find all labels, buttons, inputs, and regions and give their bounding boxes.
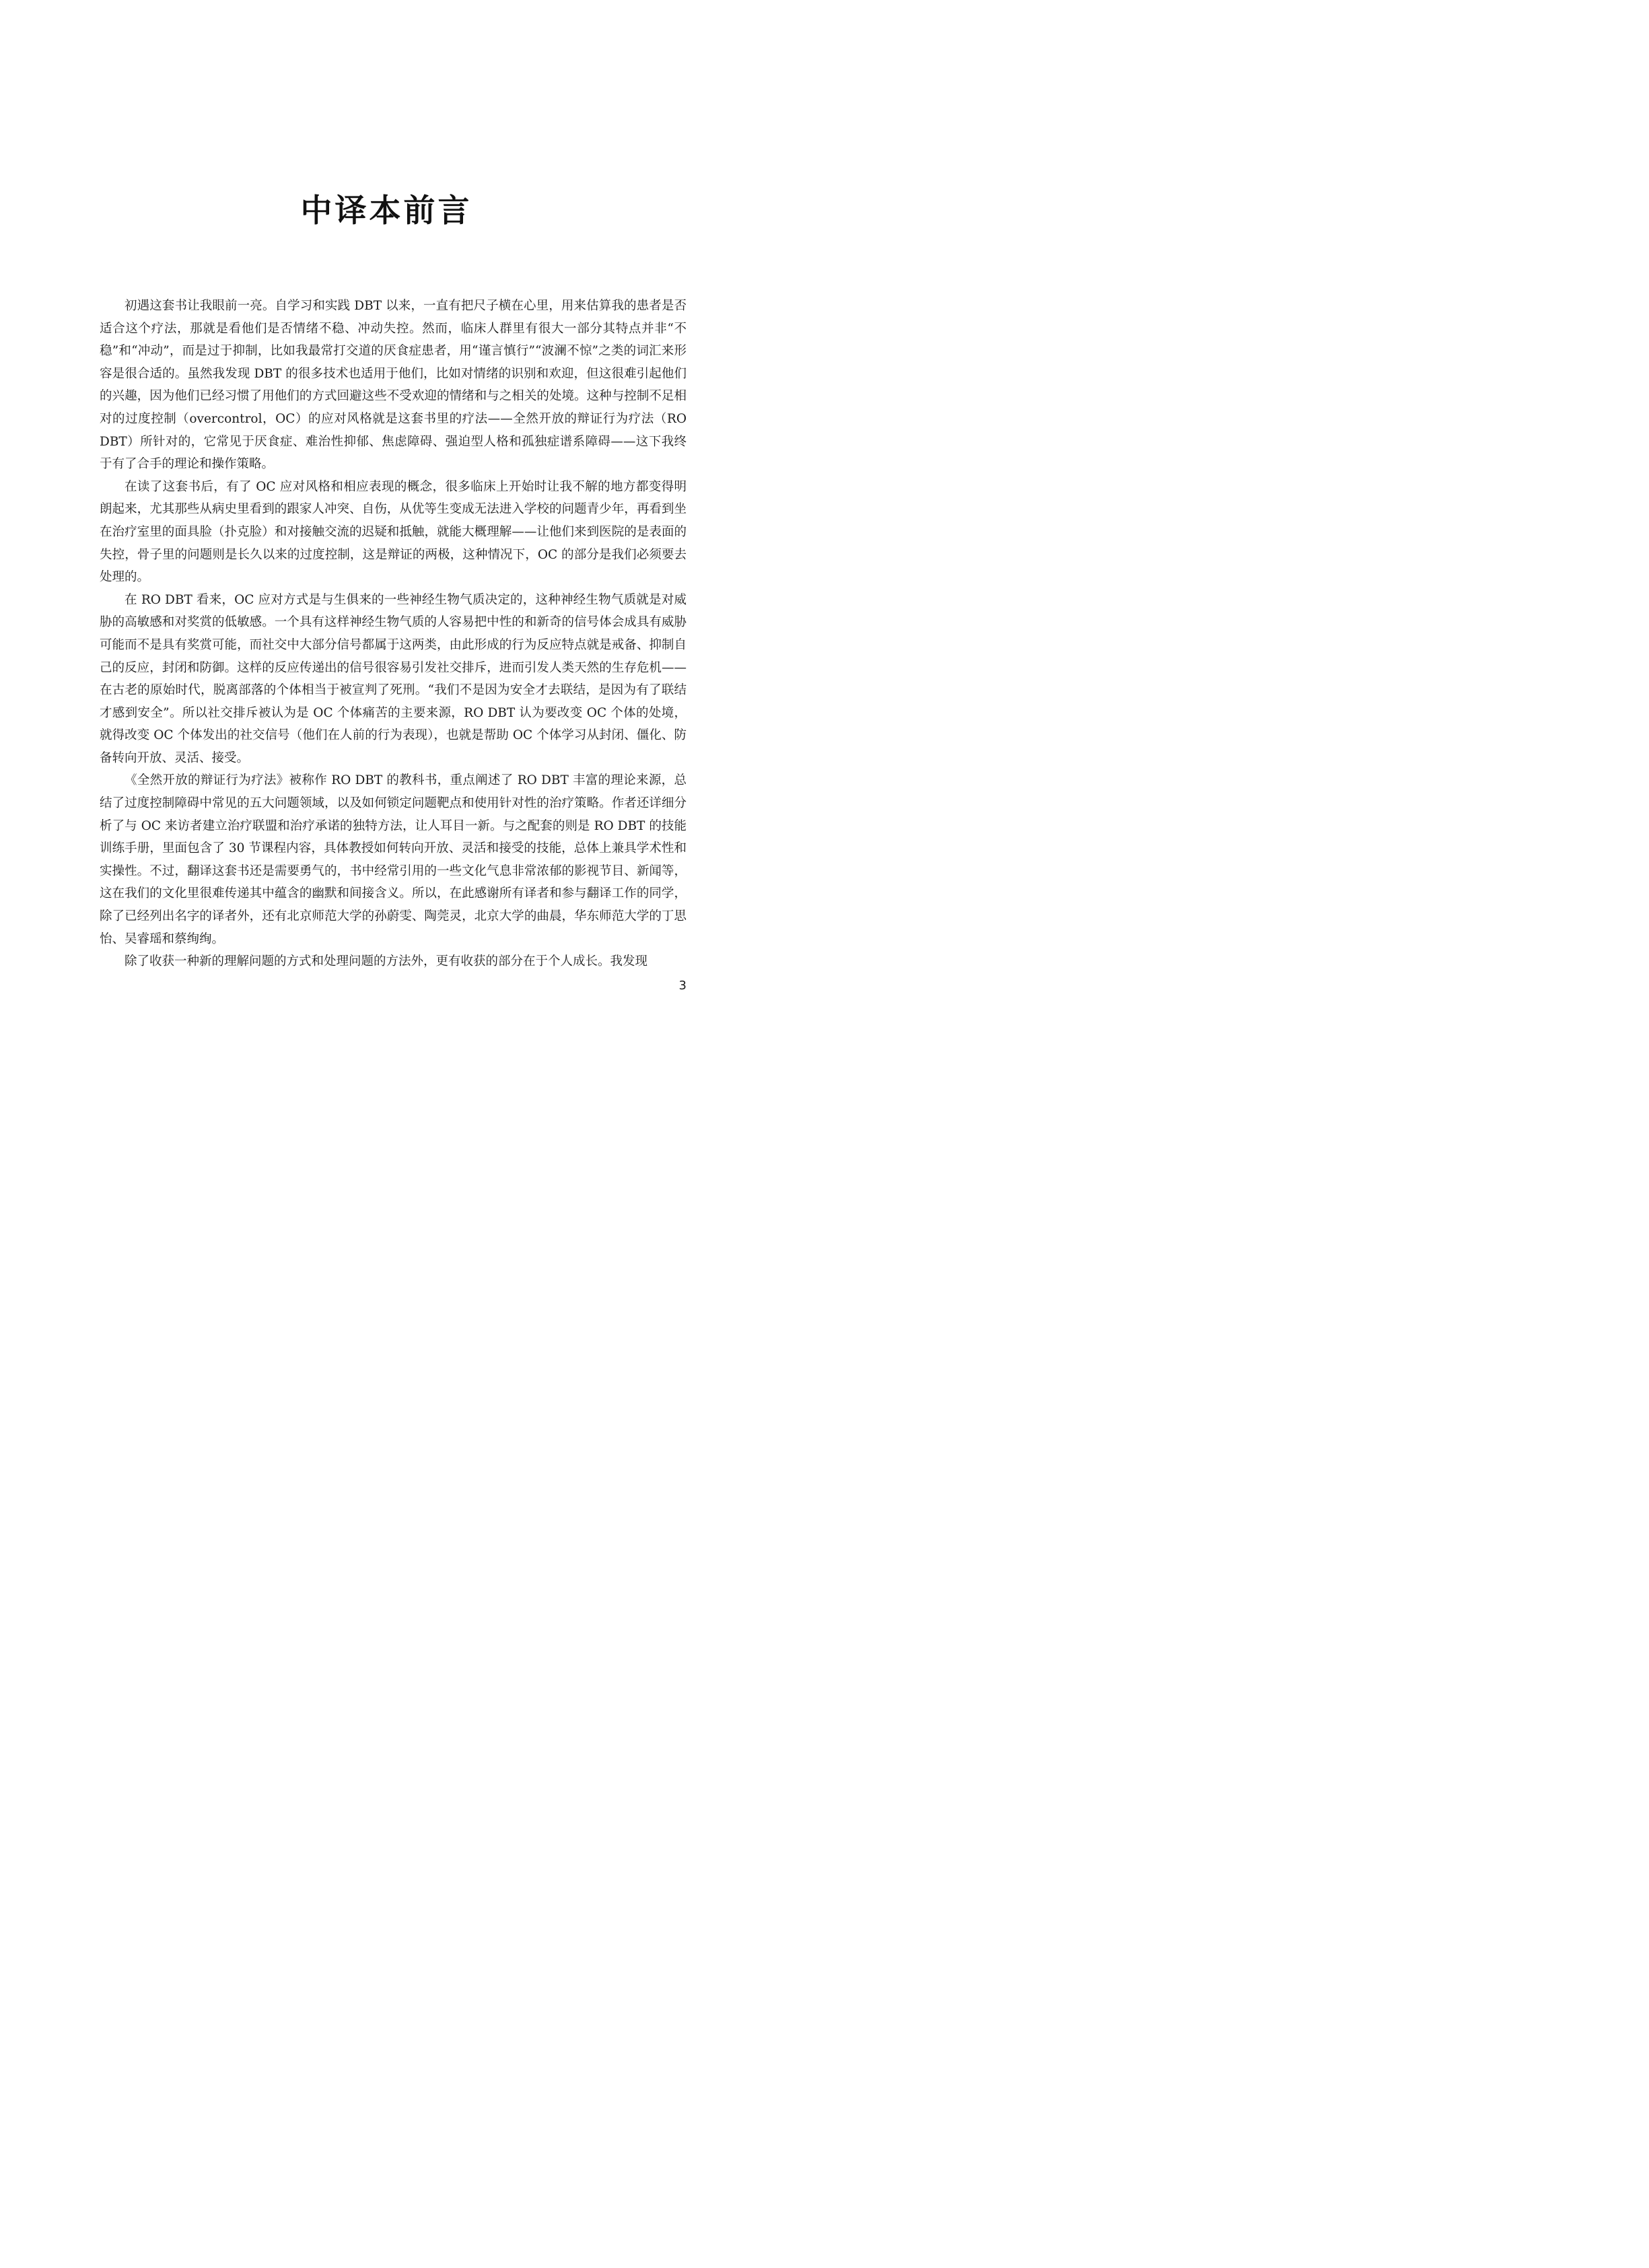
paragraph-4: 《全然开放的辩证行为疗法》被称作 RO DBT 的教科书，重点阐述了 RO DBT 丰富的理论来源，总结了过度控制障碍中常见的五大问题领域，以及如何锁定问题靶点和使用针对性的治疗策略。作者还详细分析了与 OC 来访者建立治疗联盟和治疗承诺的独特方法，让人耳目一新。与之配套的则是 RO DBT 的技能训练手册，里面包含了 30 节课程内容，具体教授如何转向开放、灵活和接受的技能，总体上兼具学术性和实操性。不过，翻译这套书还是需要勇气的，书中经常引用的一些文化气息非常浓郁的影视节目、新闻等，这在我们的文化里很难传递其中蕴含的幽默和间接含义。所以，在此感谢所有译者和参与翻译工作的同学，除了已经列出名字的译者外，还有北京师范大学的孙蔚雯、陶莞灵，北京大学的曲晨，华东师范大学的丁思怡、吴睿瑶和蔡绚绚。 bbox=[100, 773, 687, 946]
book-page bbox=[0, 0, 773, 1063]
paragraph-2: 在读了这套书后，有了 OC 应对风格和相应表现的概念，很多临床上开始时让我不解的地方都变得明朗起来，尤其那些从病史里看到的跟家人冲突、自伤，从优等生变成无法进入学校的问题青少年，再看到坐在治疗室里的面具脸（扑克脸）和对接触交流的迟疑和抵触，就能大概理解——让他们来到医院的是表面的失控，骨子里的问题则是长久以来的过度控制，这是辩证的两极，这种情况下，OC 的部分是我们必须要去处理的。 bbox=[100, 479, 687, 585]
page-number: 3 bbox=[678, 979, 687, 993]
paragraph-3: 在 RO DBT 看来，OC 应对方式是与生俱来的一些神经生物气质决定的，这种神经生物气质就是对威胁的高敏感和对奖赏的低敏感。一个具有这样神经生物气质的人容易把中性的和新奇的信号体会成具有威胁可能而不是具有奖赏可能，而社交中大部分信号都属于这两类，由此形成的行为反应特点就是戒备、抑制自己的反应，封闭和防御。这样的反应传递出的信号很容易引发社交排斥，进而引发人类天然的生存危机——在古老的原始时代，脱离部落的个体相当于被宣判了死刑。“我们不是因为安全才去联结，是因为有了联结才感到安全”。所以社交排斥被认为是 OC 个体痛苦的主要来源，RO DBT 认为要改变 OC 个体的处境，就得改变 OC 个体发出的社交信号（他们在人前的行为表现），也就是帮助 OC 个体学习从封闭、僵化、防备转向开放、灵活、接受。 bbox=[100, 592, 687, 765]
paragraph-1: 初遇这套书让我眼前一亮。自学习和实践 DBT 以来，一直有把尺子横在心里，用来估算我的患者是否适合这个疗法，那就是看他们是否情绪不稳、冲动失控。然而，临床人群里有很大一部分其特点并非“不稳”和“冲动”，而是过于抑制，比如我最常打交道的厌食症患者，用“谨言慎行”“波澜不惊”之类的词汇来形容是很合适的。虽然我发现 DBT 的很多技术也适用于他们，比如对情绪的识别和欢迎，但这很难引起他们的兴趣，因为他们已经习惯了用他们的方式回避这些不受欢迎的情绪和与之相关的处境。这种与控制不足相对的过度控制（overcontrol，OC）的应对风格就是这套书里的疗法——全然开放的辩证行为疗法（RO DBT）所针对的，它常见于厌食症、难治性抑郁、焦虑障碍、强迫型人格和孤独症谱系障碍——这下我终于有了合手的理论和操作策略。 bbox=[100, 299, 687, 472]
body-text bbox=[100, 295, 687, 973]
paragraph-5: 除了收获一种新的理解问题的方式和处理问题的方法外，更有收获的部分在于个人成长。我发现 bbox=[125, 954, 648, 969]
page-title: 中译本前言 bbox=[300, 192, 472, 230]
